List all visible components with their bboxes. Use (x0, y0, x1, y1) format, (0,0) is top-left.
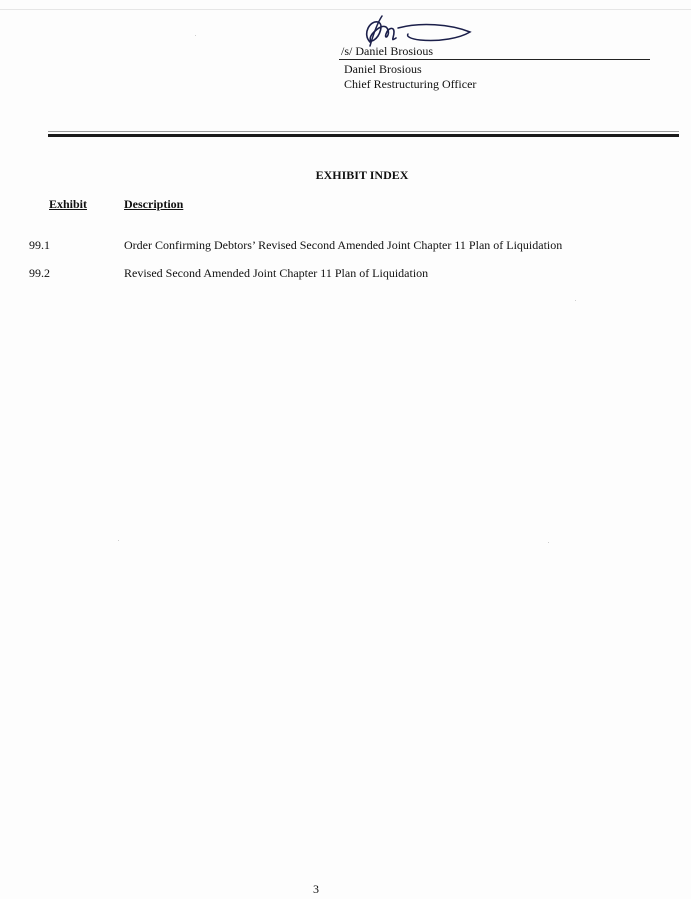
signatory-name: Daniel Brosious (344, 62, 422, 76)
exhibit-index-title: EXHIBIT INDEX (315, 168, 409, 182)
signatory-title: Chief Restructuring Officer (344, 77, 477, 91)
scan-edge-line (0, 9, 691, 10)
exhibit-description: Order Confirming Debtors’ Revised Second Amended Joint Chapter 11 Plan of Liquidation (124, 238, 563, 252)
exhibit-column-header: Exhibit (49, 197, 88, 211)
exhibit-number: 99.1 (29, 238, 50, 252)
conformed-signature: /s/ Daniel Brosious (341, 44, 433, 58)
scan-speck (575, 300, 576, 301)
page-number: 3 (313, 882, 319, 896)
scan-speck (548, 542, 549, 543)
description-column-header: Description (124, 197, 184, 211)
section-divider (48, 134, 679, 137)
scan-speck (118, 540, 119, 541)
signature-line (339, 59, 650, 60)
section-divider-thin (48, 131, 679, 132)
scan-speck (195, 35, 196, 36)
exhibit-description: Revised Second Amended Joint Chapter 11 Plan of Liquidation (124, 266, 429, 280)
exhibit-number: 99.2 (29, 266, 50, 280)
